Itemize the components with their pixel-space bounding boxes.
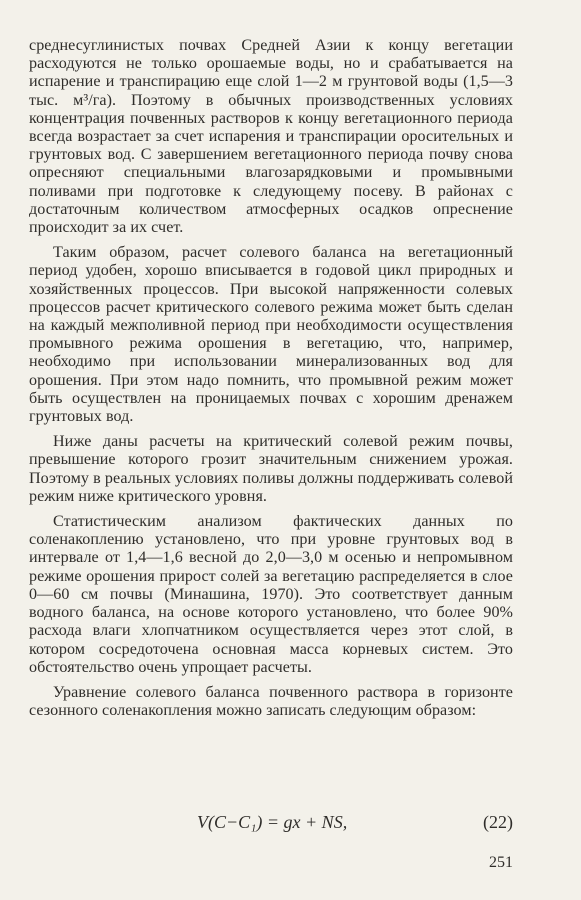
page-number: 251 bbox=[489, 854, 513, 871]
equation-row bbox=[29, 812, 513, 838]
paragraph-5: Уравнение солевого баланса почвенного раствора в горизонте сезонного соленакопления можно записать следующим образом: bbox=[29, 683, 513, 720]
salt-balance-equation: V(C−C₁) = gx + NS, bbox=[197, 812, 348, 832]
equation-number: (22) bbox=[483, 812, 513, 832]
paragraph-1: среднесуглинистых почвах Средней Азии к концу вегетации расходуются не только орошаемые воды, но и срабатывается на испарение и транспирацию еще слой 1—2 м грунтовой воды (1,5—3 тыс. м³/га). Поэтому в обычных производственных условиях концентрация почвенных растворов к концу вегетационного периода всегда возрастает за счет испарения и транспирации оросительных и грунтовых вод. С завершением вегетационного периода почву снова опресняют специальными влагозарядковыми и промывными поливами при подготовке к следующему посеву. В районах с достаточным количеством атмосферных осадков опреснение происходит за их счет. bbox=[29, 37, 513, 237]
paragraph-4: Статистическим анализом фактических данных по соленакоплению установлено, что при уровне грунтовых вод в интервале от 1,4—1,6 весной до 2,0—3,0 м осенью и непромывном режиме орошения прирост солей за вегетацию распределяется в слое 0—60 см почвы (Минашина, 1970). Это соответствует данным водного баланса, на основе которого установлено, что более 90% расхода влаги хлопчатником осуществляется через этот слой, в котором сосредоточена основная масса корневых систем. Это обстоятельство очень упрощает расчеты. bbox=[29, 513, 513, 676]
body-text bbox=[29, 37, 513, 727]
paragraph-2: Таким образом, расчет солевого баланса на вегетационный период удобен, хорошо вписывается в годовой цикл природных и хозяйственных процессов. При высокой напряженности солевых процессов расчет критического солевого режима может быть сделан на каждый межполивной период при необходимости осуществления промывного режима орошения в вегетацию, что, например, необходимо при использовании минерализованных вод для орошения. При этом надо помнить, что промывной режим может быть осуществлен на проницаемых почвах с хорошим дренажем грунтовых вод. bbox=[29, 244, 513, 426]
paragraph-3: Ниже даны расчеты на критический солевой режим почвы, превышение которого грозит значительным снижением урожая. Поэтому в реальных условиях поливы должны поддерживать солевой режим ниже критического уровня. bbox=[29, 433, 513, 505]
